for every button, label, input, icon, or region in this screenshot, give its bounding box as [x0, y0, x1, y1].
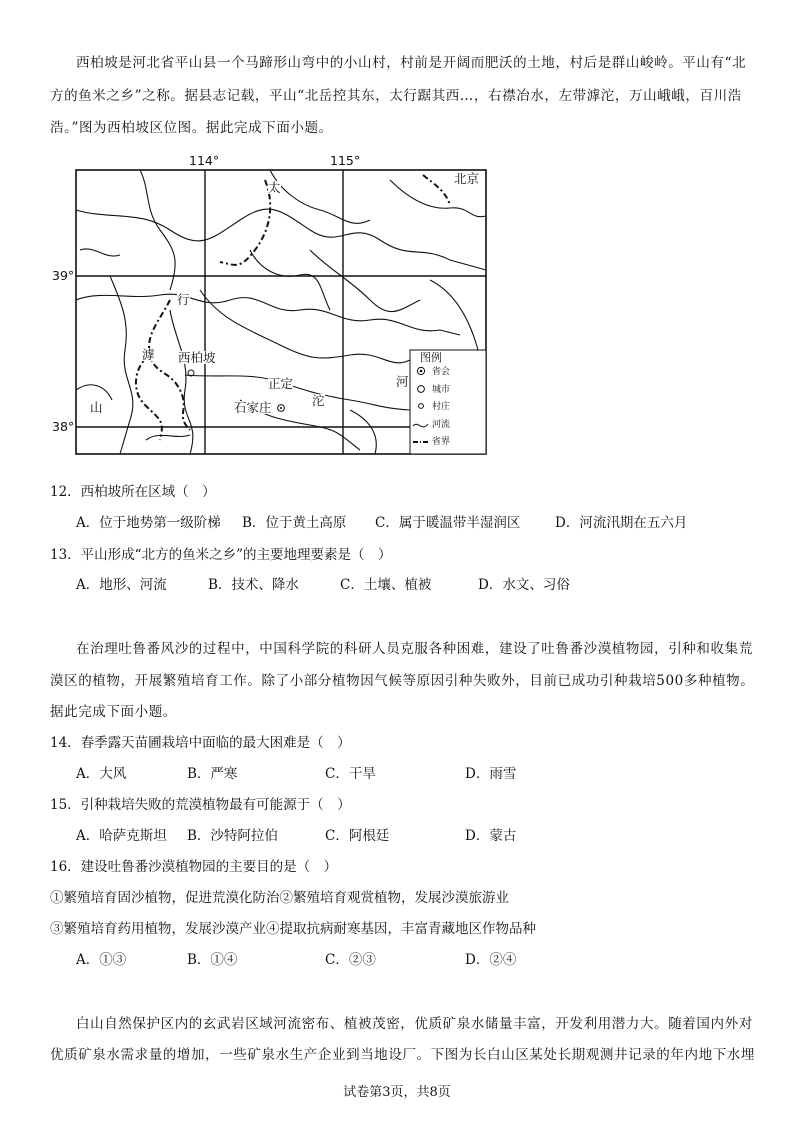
q13-option-d[interactable]: D．水文、习俗 [478, 577, 570, 593]
q12-option-a[interactable]: A．位于地势第一级阶梯 [76, 515, 221, 531]
passage3-line2: 优质矿泉水需求量的增加，一些矿泉水生产企业到当地设厂。下图为长白山区某处长期观测井记录的年内地下水埋 [50, 1047, 755, 1063]
q16-option-d[interactable]: D．②④ [465, 952, 517, 968]
xibaipo-label: 西柏坡 [178, 350, 216, 365]
lon-115-label: 115° [330, 153, 361, 168]
q16-stem: 16．建设吐鲁番沙漠植物园的主要目的是（ ） [50, 859, 338, 875]
hang-label: 行 [177, 292, 190, 307]
q13-option-a[interactable]: A．地形、河流 [76, 577, 167, 593]
q12-stem: 12．西柏坡所在区域（ ） [50, 484, 216, 500]
q16-option-b[interactable]: B．①④ [187, 952, 238, 968]
lat-38-label: 38° [52, 419, 75, 434]
q16-option-a[interactable]: A．①③ [76, 952, 127, 968]
q14-option-d[interactable]: D．雨雪 [465, 766, 517, 782]
legend-city: 城市 [432, 385, 451, 395]
q14-option-b[interactable]: B．严寒 [187, 766, 238, 782]
q14-stem: 14．春季露天苗圃栽培中面临的最大困难是（ ） [50, 735, 351, 751]
passage1-line2: 方的鱼米之乡”之称。据县志记载，平山“北岳控其东，太行踞其西…，右襟冶水，左带滹沱，万山峨峨，百川浩 [50, 88, 742, 104]
passage2-line1: 在治理吐鲁番风沙的过程中，中国科学院的科研人员克服各种困难，建设了吐鲁番沙漠植物园，引种和收集荒 [76, 641, 753, 657]
q15-option-d[interactable]: D．蒙古 [465, 828, 517, 844]
q12-option-b[interactable]: B．位于黄土高原 [242, 515, 347, 531]
xibaipo-location-map [50, 150, 490, 455]
passage1-line3: 浩。”图为西柏坡区位图。据此完成下面小题。 [50, 120, 333, 136]
shijiazhuang-label: 石家庄 [234, 400, 272, 415]
q16-statement-1-2: ①繁殖培育固沙植物，促进荒漠化防治②繁殖培育观赏植物，发展沙漠旅游业 [50, 890, 509, 906]
q16-option-c[interactable]: C．②③ [325, 952, 376, 968]
q15-stem: 15．引种栽培失败的荒漠植物最有可能源于（ ） [50, 797, 351, 813]
legend-river: 河流 [432, 420, 451, 430]
q14-option-c[interactable]: C．干旱 [325, 766, 376, 782]
q12-option-d[interactable]: D．河流汛期在五六月 [555, 515, 688, 531]
q15-option-a[interactable]: A．哈萨克斯坦 [76, 828, 167, 844]
legend-capital: 省会 [432, 367, 451, 377]
legend-boundary: 省界 [432, 437, 451, 447]
legend-village: 村庄 [432, 402, 451, 412]
passage2-line2: 漠区的植物，开展繁殖培育工作。除了小部分植物因气候等原因引种失败外，目前已成功引种栽培500多种植物。 [50, 673, 755, 689]
passage1-line1: 西柏坡是河北省平山县一个马蹄形山弯中的小山村，村前是开阔而肥沃的土地，村后是群山峻岭。平山有“北 [76, 55, 747, 71]
hu-label: 滹 [142, 347, 155, 362]
passage3-line1: 白山自然保护区内的玄武岩区域河流密布、植被茂密，优质矿泉水储量丰富，开发利用潜力大。随着国内外对 [76, 1016, 753, 1032]
q13-stem: 13．平山形成“北方的鱼米之乡”的主要地理要素是（ ） [50, 547, 392, 563]
page-footer: 试卷第3页，共8页 [343, 1085, 451, 1100]
legend-title: 图例 [420, 351, 442, 364]
beijing-label: 北京 [454, 171, 480, 186]
q12-option-c[interactable]: C．属于暖温带半湿润区 [375, 515, 521, 531]
province-boundaries [136, 175, 450, 440]
lon-114-label: 114° [189, 153, 220, 168]
q13-option-c[interactable]: C．土壤、植被 [340, 577, 432, 593]
shan-label: 山 [90, 400, 103, 415]
q16-statement-3-4: ③繁殖培育药用植物，发展沙漠产业④提取抗病耐寒基因，丰富青藏地区作物品种 [50, 921, 536, 937]
zhengding-label: 正定 [268, 376, 294, 391]
q15-option-c[interactable]: C．阿根廷 [325, 828, 390, 844]
q14-option-a[interactable]: A．大风 [76, 766, 127, 782]
he-label: 河 [396, 374, 409, 389]
q15-option-b[interactable]: B．沙特阿拉伯 [187, 828, 278, 844]
lat-39-label: 39° [52, 268, 75, 283]
passage2-line3: 据此完成下面小题。 [50, 704, 177, 720]
tuo-label: 沱 [312, 393, 325, 408]
tai-label: 太 [268, 180, 281, 195]
q13-option-b[interactable]: B．技术、降水 [208, 577, 299, 593]
